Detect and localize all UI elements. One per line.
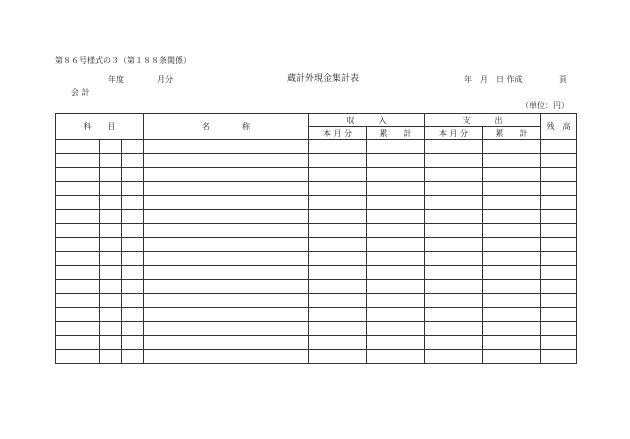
- cell-shunyu-ruikei: [367, 168, 425, 182]
- cell-kamoku-3: [122, 336, 144, 350]
- cell-kamoku-1: [56, 210, 100, 224]
- cell-shunyu-honbun: [309, 196, 367, 210]
- cell-kamoku-3: [122, 196, 144, 210]
- table-row: [56, 350, 577, 364]
- cell-shishutsu-ruikei: [483, 238, 541, 252]
- header-zandaka: 残 高: [541, 114, 577, 140]
- table-row: [56, 140, 577, 154]
- header-kamoku: 科 目: [56, 114, 144, 140]
- cell-shunyu-ruikei: [367, 280, 425, 294]
- cell-kamoku-2: [100, 266, 122, 280]
- fiscal-year-label: 年度: [108, 75, 124, 84]
- cell-shunyu-honbun: [309, 252, 367, 266]
- cell-kamoku-1: [56, 224, 100, 238]
- cell-kamoku-1: [56, 252, 100, 266]
- cell-shunyu-ruikei: [367, 252, 425, 266]
- cell-kamoku-3: [122, 182, 144, 196]
- cell-shishutsu-honbun: [425, 196, 483, 210]
- table-row: [56, 322, 577, 336]
- cell-kamoku-2: [100, 168, 122, 182]
- ledger-table: [55, 113, 577, 364]
- table-row: [56, 168, 577, 182]
- cell-kamoku-3: [122, 350, 144, 364]
- cell-shunyu-honbun: [309, 322, 367, 336]
- cell-kamoku-3: [122, 252, 144, 266]
- cell-shishutsu-ruikei: [483, 322, 541, 336]
- cell-shunyu-ruikei: [367, 224, 425, 238]
- cell-shunyu-honbun: [309, 210, 367, 224]
- cell-shunyu-honbun: [309, 308, 367, 322]
- table-row: [56, 224, 577, 238]
- accounting-label: 会 計: [71, 88, 90, 97]
- cell-shunyu-honbun: [309, 336, 367, 350]
- cell-shishutsu-ruikei: [483, 182, 541, 196]
- cell-meisho: [144, 154, 309, 168]
- cell-shunyu-honbun: [309, 182, 367, 196]
- cell-kamoku-3: [122, 266, 144, 280]
- cell-meisho: [144, 168, 309, 182]
- unit-label: （単位：円）: [521, 101, 569, 110]
- cell-kamoku-2: [100, 322, 122, 336]
- cell-shishutsu-ruikei: [483, 266, 541, 280]
- cell-shishutsu-ruikei: [483, 252, 541, 266]
- table-row: [56, 266, 577, 280]
- cell-kamoku-3: [122, 238, 144, 252]
- cell-kamoku-3: [122, 140, 144, 154]
- table-row: [56, 238, 577, 252]
- cell-kamoku-1: [56, 294, 100, 308]
- table-row: [56, 280, 577, 294]
- cell-shunyu-ruikei: [367, 196, 425, 210]
- cell-zandaka: [541, 336, 577, 350]
- table-row: [56, 196, 577, 210]
- cell-zandaka: [541, 350, 577, 364]
- cell-zandaka: [541, 308, 577, 322]
- cell-zandaka: [541, 196, 577, 210]
- cell-meisho: [144, 182, 309, 196]
- cell-meisho: [144, 266, 309, 280]
- form-number: 第８６号様式の３（第１８８条関係）: [55, 56, 191, 65]
- cell-zandaka: [541, 210, 577, 224]
- table-row: [56, 154, 577, 168]
- cell-kamoku-1: [56, 280, 100, 294]
- cell-shunyu-honbun: [309, 280, 367, 294]
- cell-shunyu-ruikei: [367, 182, 425, 196]
- cell-meisho: [144, 210, 309, 224]
- cell-shishutsu-ruikei: [483, 308, 541, 322]
- table-row: [56, 252, 577, 266]
- cell-zandaka: [541, 252, 577, 266]
- cell-shishutsu-honbun: [425, 168, 483, 182]
- cell-kamoku-2: [100, 280, 122, 294]
- cell-shishutsu-honbun: [425, 182, 483, 196]
- table-row: [56, 294, 577, 308]
- table-row: [56, 336, 577, 350]
- cell-shunyu-ruikei: [367, 294, 425, 308]
- cell-kamoku-2: [100, 154, 122, 168]
- cell-meisho: [144, 294, 309, 308]
- cell-meisho: [144, 350, 309, 364]
- cell-kamoku-2: [100, 252, 122, 266]
- cell-shunyu-ruikei: [367, 308, 425, 322]
- cell-meisho: [144, 336, 309, 350]
- header-shunyu-honbun: 本 月 分: [309, 127, 367, 140]
- cell-kamoku-1: [56, 168, 100, 182]
- cell-shishutsu-ruikei: [483, 210, 541, 224]
- cell-kamoku-1: [56, 182, 100, 196]
- cell-zandaka: [541, 266, 577, 280]
- cell-kamoku-3: [122, 210, 144, 224]
- header-shunyu: 収 入: [309, 114, 425, 127]
- cell-zandaka: [541, 182, 577, 196]
- cell-shishutsu-honbun: [425, 336, 483, 350]
- cell-shunyu-honbun: [309, 224, 367, 238]
- header-meisho: 名 称: [144, 114, 309, 140]
- cell-shishutsu-ruikei: [483, 280, 541, 294]
- cell-kamoku-1: [56, 350, 100, 364]
- cell-kamoku-3: [122, 154, 144, 168]
- cell-shunyu-ruikei: [367, 238, 425, 252]
- cell-kamoku-3: [122, 280, 144, 294]
- cell-shunyu-honbun: [309, 140, 367, 154]
- cell-kamoku-2: [100, 210, 122, 224]
- cell-shunyu-honbun: [309, 168, 367, 182]
- header-shishutsu-ruikei: 累 計: [483, 127, 541, 140]
- cell-zandaka: [541, 168, 577, 182]
- cell-shishutsu-honbun: [425, 238, 483, 252]
- ledger-body: [56, 140, 577, 364]
- cell-shishutsu-honbun: [425, 280, 483, 294]
- cell-meisho: [144, 224, 309, 238]
- cell-zandaka: [541, 294, 577, 308]
- cell-kamoku-2: [100, 336, 122, 350]
- cell-shishutsu-honbun: [425, 294, 483, 308]
- cell-meisho: [144, 308, 309, 322]
- cell-kamoku-2: [100, 350, 122, 364]
- cell-kamoku-3: [122, 168, 144, 182]
- cell-shishutsu-honbun: [425, 322, 483, 336]
- cell-meisho: [144, 322, 309, 336]
- cell-kamoku-2: [100, 294, 122, 308]
- table-row: [56, 308, 577, 322]
- cell-shishutsu-honbun: [425, 154, 483, 168]
- cell-shunyu-ruikei: [367, 210, 425, 224]
- header-shishutsu: 支 出: [425, 114, 541, 127]
- cell-kamoku-1: [56, 154, 100, 168]
- cell-shunyu-honbun: [309, 294, 367, 308]
- cell-shishutsu-ruikei: [483, 196, 541, 210]
- cell-kamoku-1: [56, 140, 100, 154]
- cell-kamoku-2: [100, 140, 122, 154]
- cell-meisho: [144, 280, 309, 294]
- cell-kamoku-1: [56, 238, 100, 252]
- cell-shishutsu-ruikei: [483, 154, 541, 168]
- cell-shishutsu-honbun: [425, 140, 483, 154]
- cell-kamoku-2: [100, 238, 122, 252]
- cell-shishutsu-honbun: [425, 224, 483, 238]
- cell-kamoku-2: [100, 196, 122, 210]
- cell-shunyu-ruikei: [367, 350, 425, 364]
- cell-shunyu-honbun: [309, 154, 367, 168]
- header-shunyu-ruikei: 累 計: [367, 127, 425, 140]
- cell-shunyu-ruikei: [367, 266, 425, 280]
- cell-kamoku-1: [56, 266, 100, 280]
- cell-kamoku-3: [122, 308, 144, 322]
- header-shishutsu-honbun: 本 月 分: [425, 127, 483, 140]
- cell-zandaka: [541, 140, 577, 154]
- cell-shunyu-honbun: [309, 350, 367, 364]
- cell-kamoku-3: [122, 224, 144, 238]
- cell-kamoku-3: [122, 322, 144, 336]
- cell-meisho: [144, 252, 309, 266]
- table-row: [56, 182, 577, 196]
- cell-shunyu-honbun: [309, 266, 367, 280]
- cell-shunyu-ruikei: [367, 322, 425, 336]
- cell-shishutsu-honbun: [425, 252, 483, 266]
- cell-meisho: [144, 196, 309, 210]
- document-title: 蔵計外現金集計表: [287, 74, 360, 84]
- cell-kamoku-1: [56, 322, 100, 336]
- cell-zandaka: [541, 224, 577, 238]
- cell-shunyu-ruikei: [367, 140, 425, 154]
- table-row: [56, 210, 577, 224]
- cell-kamoku-2: [100, 308, 122, 322]
- cell-shunyu-ruikei: [367, 336, 425, 350]
- cell-zandaka: [541, 154, 577, 168]
- cell-kamoku-3: [122, 294, 144, 308]
- cell-shishutsu-ruikei: [483, 336, 541, 350]
- cell-kamoku-1: [56, 336, 100, 350]
- cell-zandaka: [541, 280, 577, 294]
- month-label: 月分: [157, 75, 173, 84]
- cell-zandaka: [541, 238, 577, 252]
- cell-shishutsu-honbun: [425, 350, 483, 364]
- page-label: 頁: [559, 75, 567, 84]
- cell-kamoku-1: [56, 308, 100, 322]
- cell-shishutsu-honbun: [425, 210, 483, 224]
- cell-meisho: [144, 140, 309, 154]
- cell-zandaka: [541, 322, 577, 336]
- cell-shishutsu-ruikei: [483, 140, 541, 154]
- cell-shishutsu-ruikei: [483, 224, 541, 238]
- cell-kamoku-2: [100, 182, 122, 196]
- cell-shishutsu-honbun: [425, 266, 483, 280]
- cell-shishutsu-ruikei: [483, 294, 541, 308]
- date-created-label: 年 月 日 作成: [464, 75, 523, 84]
- cell-shishutsu-ruikei: [483, 350, 541, 364]
- cell-kamoku-2: [100, 224, 122, 238]
- cell-meisho: [144, 238, 309, 252]
- cell-shunyu-ruikei: [367, 154, 425, 168]
- cell-shishutsu-ruikei: [483, 168, 541, 182]
- cell-shunyu-honbun: [309, 238, 367, 252]
- cell-shishutsu-honbun: [425, 308, 483, 322]
- cell-kamoku-1: [56, 196, 100, 210]
